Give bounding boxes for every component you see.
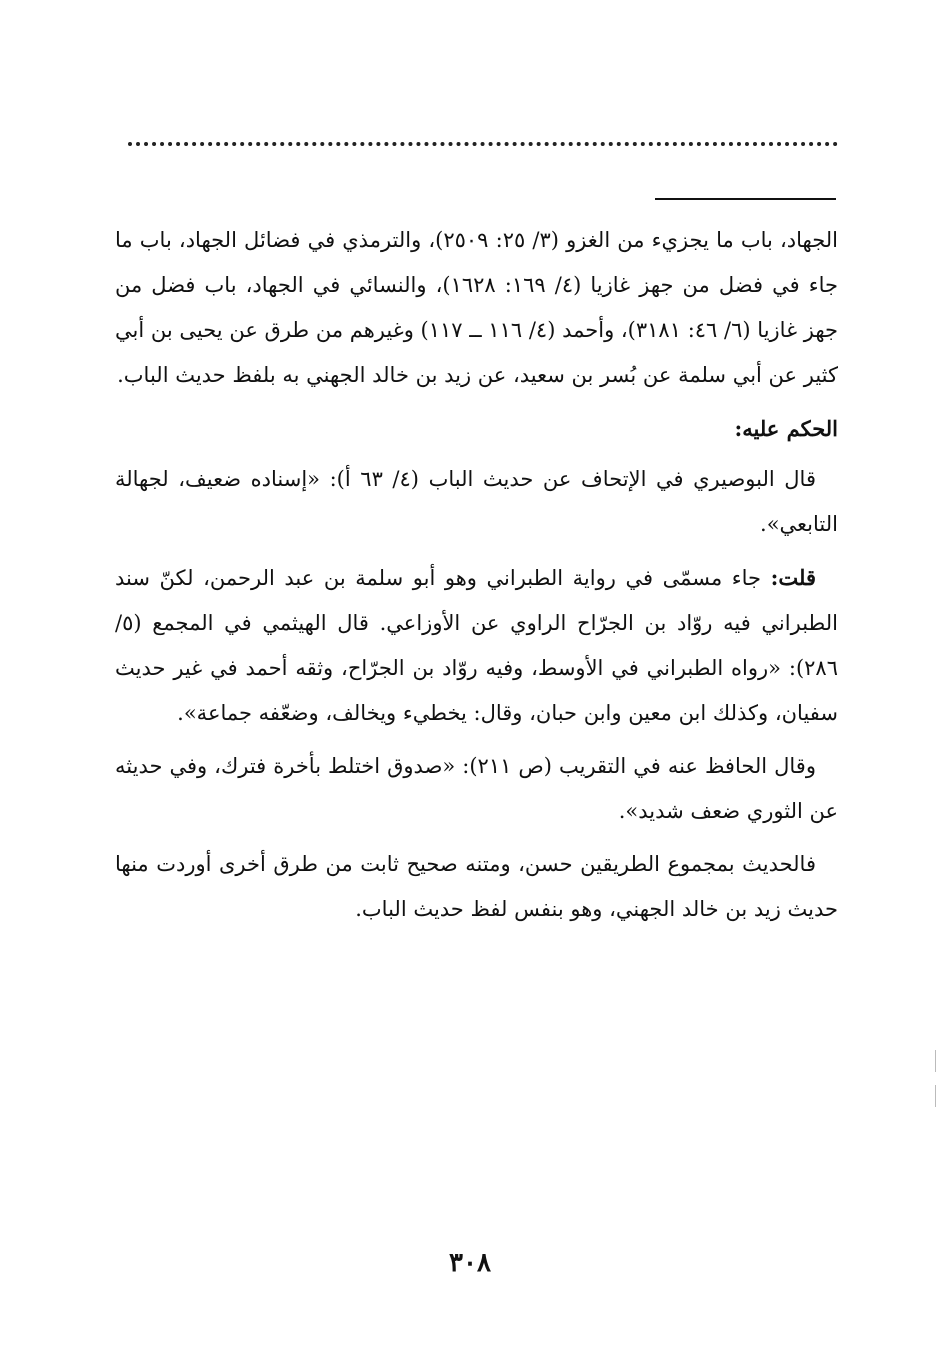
conclusion-paragraph: فالحديث بمجموع الطريقين حسن، ومتنه صحيح ثابت من طرق أخرى أوردت منها حديث زيد بن خالد الجهني، وهو بنفس لفظ حديث الباب. (115, 852, 838, 921)
page-number: ٣٠٨ (449, 1248, 491, 1278)
qultu-paragraph (115, 555, 838, 736)
hafiz-paragraph: وقال الحافظ عنه في التقريب (ص ٢١١): «صدوق اختلط بأخرة فترك، وفي حديثه عن الثوري ضعف شديد». (115, 754, 838, 823)
ruling-heading: الحكم عليه: (734, 416, 838, 441)
busiri-paragraph: قال البوصيري في الإتحاف عن حديث الباب (٤/ ٦٣ أ): «إسناده ضعيف، لجهالة التابعي». (115, 467, 838, 536)
page-body (115, 218, 838, 940)
footnote-paragraph: الجهاد، باب ما يجزيء من الغزو (٣/ ٢٥: ٢٥٠٩)، والترمذي في فضائل الجهاد، باب ما جاء في فضل من جهز غازيا (٤/ ١٦٩: ١٦٢٨)، والنسائي في الجهاد، باب فضل من جهز غازيا (٦/ ٤٦: ٣١٨١)، وأحمد (٤/ ١١٦ ــ ١١٧) وغيرهم من طرق عن يحيى بن أبي كثير عن أبي سلمة عن بُسر بن سعيد، عن زيد بن خالد الجهني به بلفظ حديث الباب. (115, 228, 838, 387)
scan-margin-mark (935, 1050, 936, 1072)
dotted-separator (128, 142, 838, 146)
qultu-label: قلت: (770, 565, 816, 590)
scan-margin-mark (935, 1085, 936, 1107)
footnote-rule (655, 198, 836, 200)
qultu-text: جاء مسمّى في رواية الطبراني وهو أبو سلمة بن عبد الرحمن، لكنّ سند الطبراني فيه روّاد بن الجرّاح الراوي عن الأوزاعي. قال الهيثمي في المجمع (٥/ ٢٨٦): «رواه الطبراني في الأوسط، وفيه روّاد بن الجرّاح، وثقه أحمد في غير حديث سفيان، وكذلك ابن معين وابن حبان، وقال: يخطيء ويخالف، وضعّفه جماعة». (115, 566, 838, 725)
